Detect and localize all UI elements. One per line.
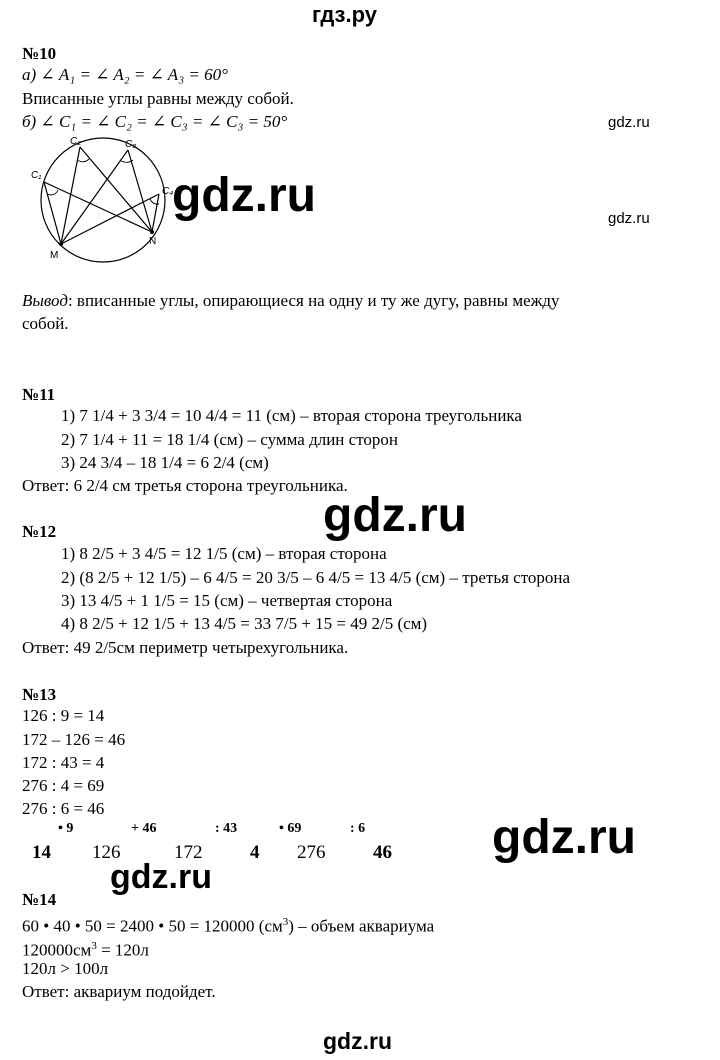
task14-line-3: 120л > 100л xyxy=(22,959,109,978)
task14-line2-b: = 120л xyxy=(96,940,149,960)
label-c4: C₄ xyxy=(162,186,174,197)
inscribed-angles-diagram xyxy=(28,134,178,264)
chain-op-5: : 6 xyxy=(350,821,366,836)
task12-answer: Ответ: 49 2/5см периметр четырехугольника. xyxy=(22,638,349,657)
chord-c3-n xyxy=(128,150,152,232)
chain-num-2: 126 xyxy=(92,842,121,863)
task12-step-2: 2) (8 2/5 + 12 1/5) – 6 4/5 = 20 3/5 – 6 4/5 = 13 4/5 (см) – третья сторона xyxy=(61,568,571,587)
task10-part-b: б) ∠ C₁ = ∠ C₂ = ∠ C₃ = ∠ C₃ = 50° xyxy=(22,112,288,131)
task14-line1-a: 60 • 40 • 50 = 2400 • 50 = 120000 (см xyxy=(22,916,283,936)
label-n: N xyxy=(149,236,157,247)
angle-arc-c2 xyxy=(77,159,89,162)
task14-line1-sup: 3 xyxy=(282,916,289,928)
chain-num-1: 14 xyxy=(32,842,51,863)
chain-num-4: 4 xyxy=(250,842,260,863)
chain-op-3: : 43 xyxy=(215,821,238,836)
conclusion-text: : вписанные углы, опирающиеся на одну и ту же дугу, равны между xyxy=(67,291,560,310)
task13-line-5: 276 : 6 = 46 xyxy=(22,799,105,818)
chord-c4-n xyxy=(152,194,159,232)
task12-number: №12 xyxy=(22,522,57,541)
point-n xyxy=(150,230,154,234)
conclusion-label: Вывод xyxy=(22,291,68,310)
angle-arc-c1 xyxy=(47,190,58,195)
chain-op-2: + 46 xyxy=(131,821,157,836)
task11-answer: Ответ: 6 2/4 см третья сторона треугольника. xyxy=(22,476,348,495)
task14-line-1 xyxy=(22,911,434,938)
task14-line2-sup: 3 xyxy=(91,940,97,952)
chain-num-6: 46 xyxy=(373,842,392,863)
label-c2: C₂ xyxy=(70,136,82,147)
task10-note: Вписанные углы равны между собой. xyxy=(22,89,294,108)
watermark-small-2: gdz.ru xyxy=(608,210,650,227)
task13-line-4: 276 : 4 = 69 xyxy=(22,776,105,795)
label-c3: C₃ xyxy=(125,139,137,150)
task11-step-3: 3) 24 3/4 – 18 1/4 = 6 2/4 (см) xyxy=(61,453,269,472)
task13-line-1: 126 : 9 = 14 xyxy=(22,706,105,725)
chord-c2-m xyxy=(61,147,80,244)
chord-c4-m xyxy=(61,194,159,244)
task14-answer: Ответ: аквариум подойдет. xyxy=(22,982,216,1001)
task10-conclusion-line1 xyxy=(22,290,560,312)
task13-line-3: 172 : 43 = 4 xyxy=(22,753,105,772)
label-c1: C₁ xyxy=(31,170,42,181)
label-m: M xyxy=(50,250,59,261)
watermark-big-1: gdz.ru xyxy=(172,169,316,222)
task11-step-1: 1) 7 1/4 + 3 3/4 = 10 4/4 = 11 (см) – вторая сторона треугольника xyxy=(61,406,522,425)
task12-step-4: 4) 8 2/5 + 12 1/5 + 13 4/5 = 33 7/5 + 15 = 49 2/5 (см) xyxy=(61,614,428,633)
task10-part-a: а) ∠ A₁ = ∠ A₂ = ∠ A₃ = 60° xyxy=(22,65,228,84)
watermark-big-2: gdz.ru xyxy=(323,489,467,542)
task10-number: №10 xyxy=(22,44,57,63)
task11-step-2: 2) 7 1/4 + 11 = 18 1/4 (см) – сумма длин сторон xyxy=(61,430,398,449)
chain-num-3: 172 xyxy=(174,842,203,863)
chord-c2-n xyxy=(80,147,152,232)
chain-num-5: 276 xyxy=(297,842,326,863)
task14-line2-a: 120000см xyxy=(22,940,92,960)
task13-line-2: 172 – 126 = 46 xyxy=(22,730,126,749)
chain-op-4: • 69 xyxy=(279,821,302,836)
task14-line1-b: ) – объем аквариума xyxy=(288,916,435,936)
task11-number: №11 xyxy=(22,385,56,404)
chain-op-1: • 9 xyxy=(58,821,74,836)
chord-c1-m xyxy=(44,182,61,244)
task12-step-1: 1) 8 2/5 + 3 4/5 = 12 1/5 (см) – вторая сторона xyxy=(61,544,387,563)
watermark-medium: gdz.ru xyxy=(110,858,212,896)
task10-conclusion-line2: собой. xyxy=(22,314,69,333)
site-title: гдз.ру xyxy=(312,2,377,27)
task14-number: №14 xyxy=(22,890,57,909)
task12-step-3: 3) 13 4/5 + 1 1/5 = 15 (см) – четвертая сторона xyxy=(61,591,393,610)
footer-watermark: gdz.ru xyxy=(323,1028,392,1054)
watermark-small-1: gdz.ru xyxy=(608,114,650,131)
watermark-big-3: gdz.ru xyxy=(492,811,636,864)
task13-number: №13 xyxy=(22,685,57,704)
point-m xyxy=(59,242,63,246)
